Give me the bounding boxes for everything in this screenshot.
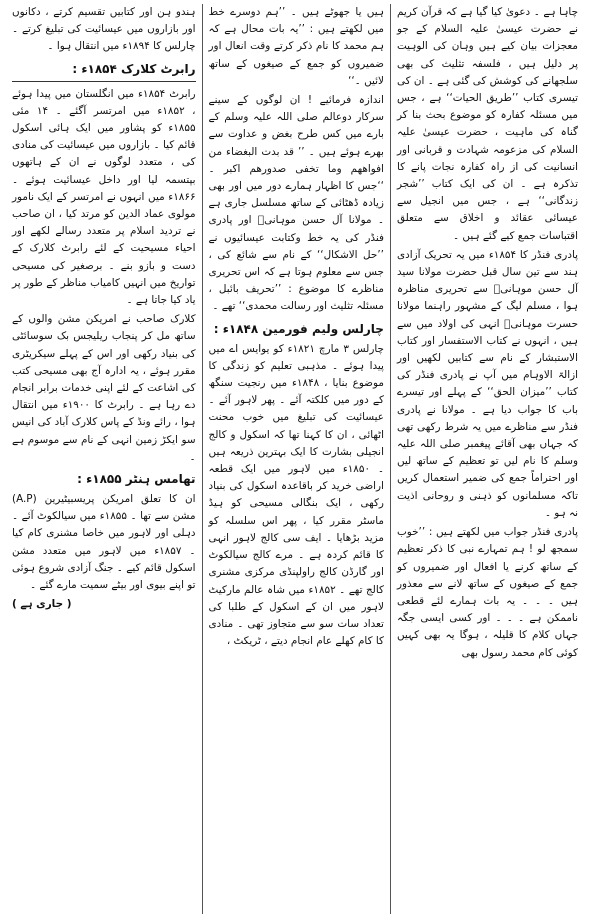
article-column-left [6,4,203,914]
continued-note: ( جاری ہے ) [12,598,72,611]
paragraph: اندازہ فرمائیے ! ان لوگوں کے سینے سرکار دوعالم صلی اللہ علیہ وسلم کے بارے میں کس طرح بغض و عداوت سے بھرے ہوئے ہیں ۔ ’’ قد بدت البغضاء من افواھھم وما تخفی صدورھم اکبر ۔ ‘‘جس کا اظہار ہمارے دور میں اور بھی زیادہ ڈھٹائی کے ساتھ مسلسل جاری ہے ۔ مولانا آل حسن موہانیؒ اور پادری فنڈر کی یہ خط وکتابت عیسائیوں نے ’’حل الاشکال‘‘ کے نام سے شائع کی ، جس سے معلوم ہوتا ہے کہ اس تحریری مناظرے کا موضوع : ’’تحریف بائبل ، مسئلہ تثلیث اور رسالت محمدی‘‘ تھے ۔ [208,94,384,313]
section-heading: رابرٹ کلارک ۱۸۵۴ء : [72,61,196,76]
section-heading: چارلس ولیم فورمین ۱۸۴۸ء : [213,321,384,336]
section-heading: تھامس ہنٹر ۱۸۵۵ء : [77,472,196,487]
paragraph: پادری فنڈر کا ۱۸۵۴ء میں یہ تحریک آزادی ہند سے تین سال قبل حضرت مولانا سید آل حسن موہانیؒ سے تحریری مناظرہ ہوا ، مسلم لیگ کے مشہور راہنما مولانا حسرت موہانیؒ انہی کی اولاد میں سے ہیں ، انہوں نے کتاب الاستفسار اور کتاب الاستبشار کے نام سے کتابیں لکھیں اور ازالۃ الاوہام میں آپ نے پادری فنڈر کی کتاب ’’میزان الحق‘‘ کے پہلے اور تیسرے باب کا جواب دیا ہے ۔ مولانا نے پادری فنڈر سے مناظرے میں یہ شرط رکھی تھی کہ جہاں بھی آقائے پیغمبر صلی اللہ علیہ وسلم کا نام لیں تو تعظیم کے ساتھ لیں اور احتراماً جمع کی ضمیر استعمال کریں تاکہ مسلمانوں کو ذہنی و روحانی اذیت نہ ہو ۔ [396,248,579,519]
paragraph: رابرٹ ۱۸۵۴ء میں انگلستان میں پیدا ہوئے ، ۱۸۵۲ء میں امرتسر آگئے ۔ ۱۴ مئی ۱۸۵۵ء کو پشاور میں ایک ہائی اسکول قائم کیا ۔ بازاروں میں عیسائیت کی منادی کی ، متعدد لوگوں نے ان کے ہاتھوں بپتسمہ لیا اور داخل عیسائیت ہوئے ۔ ۱۸۶۶ء میں انہوں نے امرتسر کے ایک نامور مولوی عماد الدین کو مرتد کیا ، ان صاحب نے تردید اسلام پر متعدد رسالے لکھے اور احیاء مسیحیت کے لئے رابرٹ کلارک کے دست و بازو بنے ۔ برصغیر کی مسیحی تواریخ میں انہیں کامیاب مناظر کے طور پر یاد کیا جاتا ہے ۔ [12,87,196,307]
article-column-middle [203,4,391,914]
article-column-right [391,4,584,914]
paragraph: چاہا ہے ۔ دعویٰ کیا گیا ہے کہ قرآن کریم نے حضرت عیسیٰ علیہ السلام کے جو معجزات بیان کیے ہیں وہان کی الوہیت پر دلیل ہیں ، فلسفہ تثلیث کی بھی سلجھانے کی کوشش کی گئی ہے ۔ ان کی تیسری کتاب ’’طریق الحیات‘‘ ہے ، جس میں مسئلہ کفارہ کو موضوع بحث بنا کر گناہ کی ماہیت ، حضرت عیسیٰ علیہ السلام کی مزعومہ شہادت و قربانی اور انسانیت کی از راہ کفارہ نجات پانے کا تذکرہ ہے ۔ ان کی ایک کتاب ’’شجر زندگانی‘‘ ہے ، جس میں انجیل سے عیسائی عقائد و اخلاق سے متعلق اقتباسات جمع کیے گئے ہیں ۔ [396,6,578,242]
paragraph: ہیں یا جھوٹے ہیں ۔ ’’ہم دوسرے خط میں لکھتے ہیں : ’’یہ بات محال ہے کہ ہم محمد کا نام ذکر کرتے وقت انعال اور ضمیروں کو جمع کے صیغوں کے ساتھ لائیں ۔‘‘ [208,6,384,87]
paragraph: ان کا تعلق امریکن پریسبیٹیرین (A.P) مشن سے تھا ۔ ۱۸۵۵ء میں سیالکوٹ آئے ۔ دہلی اور لاہور میں خاصا مشنری کام کیا ۔ ۱۸۵۷ء میں لاہور میں متعدد مشن اسکول قائم کیے ۔ جنگ آزادی شروع ہوئی تو اپنے بیوی اور بیٹے سمیت مارے گئے ۔ [12,493,196,592]
paragraph: ہندو ہن اور کتابیں تقسیم کرتے ، دکانوں اور بازاروں میں عیسائیت کی تبلیغ کرتے ۔ چارلس کا ۱۸۹۴ء میں انتقال ہوا ۔ [12,6,196,53]
paragraph: کلارک صاحب نے امریکن مشن والوں کے ساتھ مل کر پنجاب ریلیجس بک سوسائٹی کی بنیاد رکھی اور اس کے پہلے سیکریٹری مقرر ہوئے ، یہ ادارہ آج بھی مسیحی کتب کی اشاعت کے لئے اپنی خدمات برابر انجام دے رہا ہے ۔ رابرٹ کا ۱۹۰۰ء میں انتقال ہوا ، رائے ونڈ کے پاس کلارک آباد کی انیس سو ایکڑ زمین انہی کے نام سے موسوم ہے ۔ [12,313,196,463]
paragraph: چارلس ۳ مارچ ۱۸۲۱ء کو یوایس اے میں پیدا ہوئے ۔ مذہبی تعلیم کو زندگی کا موضوع بنایا ، ۱۸۴۸ء میں رنجیت سنگھ کے دور میں کلکتہ آئے ۔ پھر لاہور آئے ۔ عیسائیت کی تبلیغ میں خوب محنت اٹھائی ، ان کا کہنا تھا کہ اسکول و کالج انجیلی بشارت کا ایک بہترین ذریعہ ہیں ۔ ۱۸۵۰ء میں لاہور میں ایک قطعہ اراضی خرید کر باقاعدہ اسکول کی بنیاد رکھی ، ایک بنگالی مسیحی کو ہیڈ ماسٹر مقرر کیا ، پھر اس سلسلہ کو مزید بڑھایا ۔ ایف سی کالج لاہور انہی کا قائم کردہ ہے ۔ مرے کالج سیالکوٹ اور گارڈن کالج راولپنڈی مرکزی مشنری کالج تھے ۔ ۱۸۵۲ء میں شاہ عالم مارکیٹ لاہور میں ان کے اسکول کے طلبا کی تعداد سات سو سے متجاوز تھی ۔ منادی کا کام کھلے عام انجام دیتے ، ٹریکٹ ، [208,342,384,648]
divider [12,81,196,82]
paragraph: پادری فنڈر جواب میں لکھتے ہیں : ’’خوب سمجھ لو ! ہم تمہارے نبی کا ذکر تعظیم کے ساتھ کرنے یا افعال اور ضمیروں کو جمع کے صیغوں کے ساتھ لانے سے معذور ہیں ۔ ۔ ۔ یہ بات ہمارے لئے قطعی ناممکن ہے ۔ ۔ ۔ اور کسی ایسی جگہ جہاں کلام کا قلیلہ ، ہوگا یہ بھی کہیں کوئی کام محمد رسول بھی [396,526,578,659]
